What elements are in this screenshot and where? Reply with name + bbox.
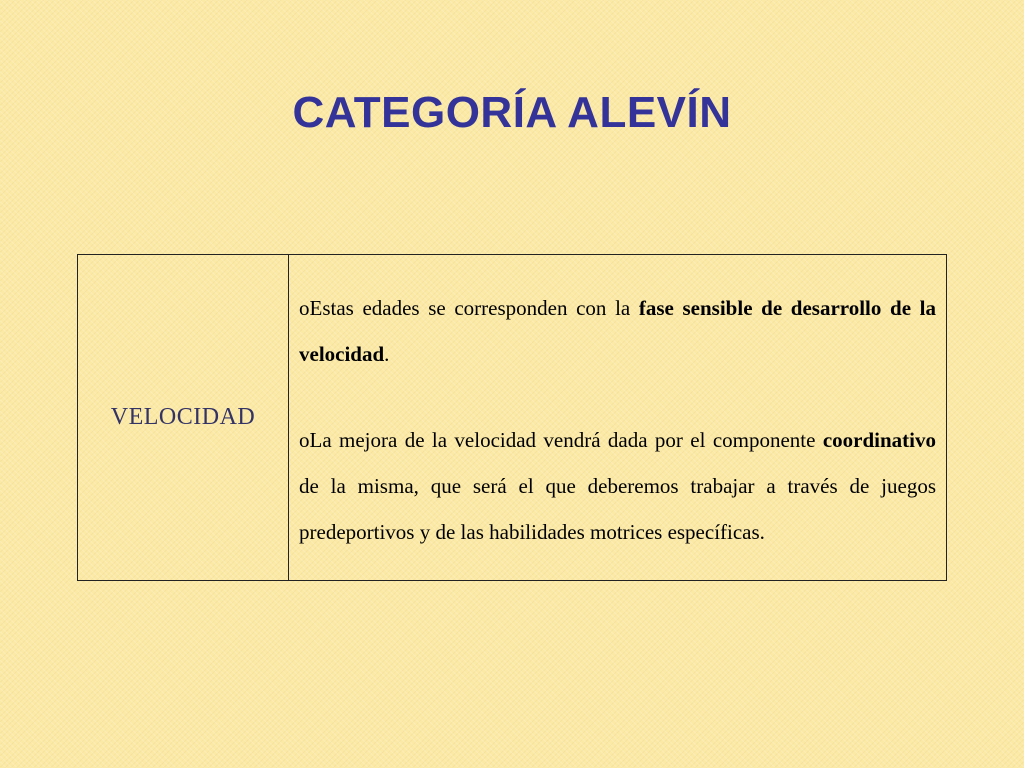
bullet-marker: o	[299, 295, 310, 320]
text-segment: .	[384, 341, 390, 366]
bullet-marker: o	[299, 427, 310, 452]
table-row	[78, 255, 947, 581]
slide-title: CATEGORÍA ALEVÍN	[292, 88, 732, 137]
table-text-cell	[289, 255, 947, 581]
paragraph-2	[299, 417, 936, 555]
paragraph-1	[299, 285, 936, 377]
bold-text-segment: fase sensible de desarrollo de la velocidad	[299, 295, 936, 366]
text-segment: de la misma, que será el que deberemos trabajar a través de juegos predeportivos y de las habilidades motrices específicas.	[299, 473, 936, 544]
bold-text-segment: coordinativo	[822, 427, 936, 452]
text-segment: La mejora de la velocidad vendrá dada por el componente	[309, 427, 823, 452]
table-label-cell: VELOCIDAD	[78, 255, 289, 581]
content-table	[77, 254, 947, 581]
text-segment: Estas edades se corresponden con la	[309, 295, 639, 320]
